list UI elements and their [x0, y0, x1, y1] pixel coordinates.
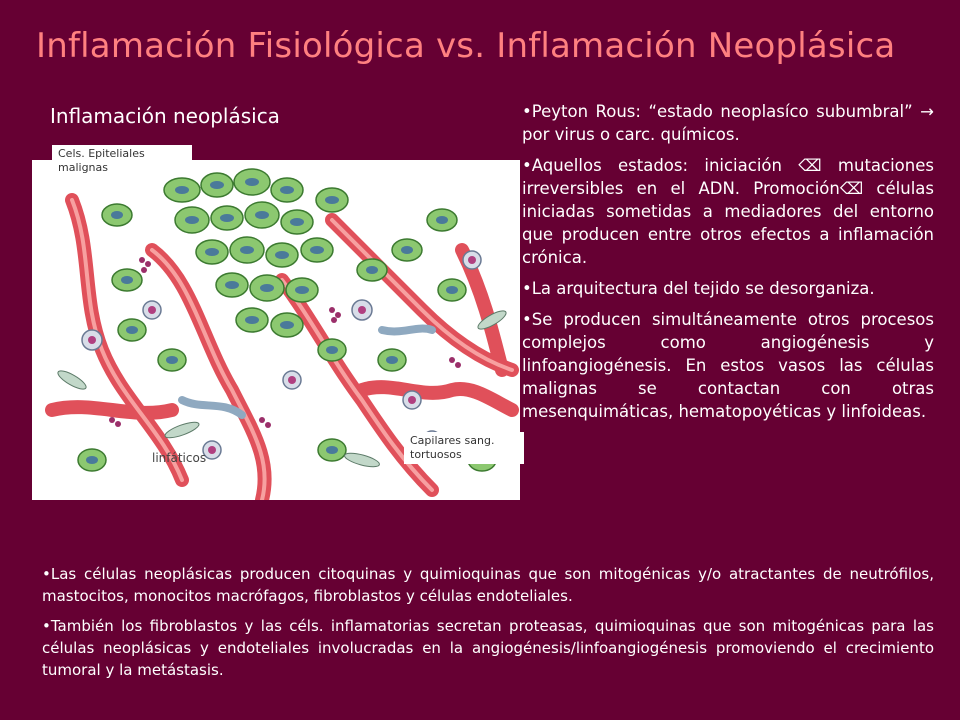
- bullet-rous: •Peyton Rous: “estado neoplasíco subumbral” → por virus o carc. químicos.: [522, 102, 934, 144]
- slide-title: Inflamación Fisiológica vs. Inflamación Neoplásica: [36, 26, 896, 66]
- bullet-architecture: •La arquitectura del tejido se desorganiza.: [522, 279, 875, 298]
- capillaries-label: Capilares sang. tortuosos: [404, 432, 524, 464]
- epithelial-cells-label: Cels. Epiteliales malignas: [52, 145, 192, 177]
- slide-subtitle: Inflamación neoplásica: [50, 104, 280, 128]
- bullet-proteases: •También los fibroblastos y las céls. inflamatorias secretan proteasas, quimioquinas que son mitogénicas para las células neoplásicas y endoteliales involucradas en la angiogénesis/linfoangiogénesis promoviendo el crecimiento tumoral y la metástasis.: [42, 617, 934, 679]
- bottom-bullet-list: [42, 563, 934, 689]
- lymphatics-label: linfáticos: [152, 451, 207, 465]
- bullet-cytokines: •Las células neoplásicas producen citoquinas y quimioquinas que son mitogénicas y/o atractantes de neutrófilos, mastocitos, monocitos macrófagos, fibroblastos y células endoteliales.: [42, 565, 934, 605]
- right-bullet-list: [522, 100, 934, 431]
- bullet-initiation-promotion: •Aquellos estados: iniciación ⌫ mutaciones irreversibles en el ADN. Promoción⌫ células iniciadas sometidas a mediadores del entorno que producen entre otros efectos a inflamación crónica.: [522, 156, 934, 267]
- bullet-angiogenesis: •Se producen simultáneamente otros procesos complejos como angiogénesis y linfoangiogénesis. En estos vasos las células malignas se contactan con otras mesenquimáticas, hematopoyéticas y linfoideas.: [522, 310, 934, 421]
